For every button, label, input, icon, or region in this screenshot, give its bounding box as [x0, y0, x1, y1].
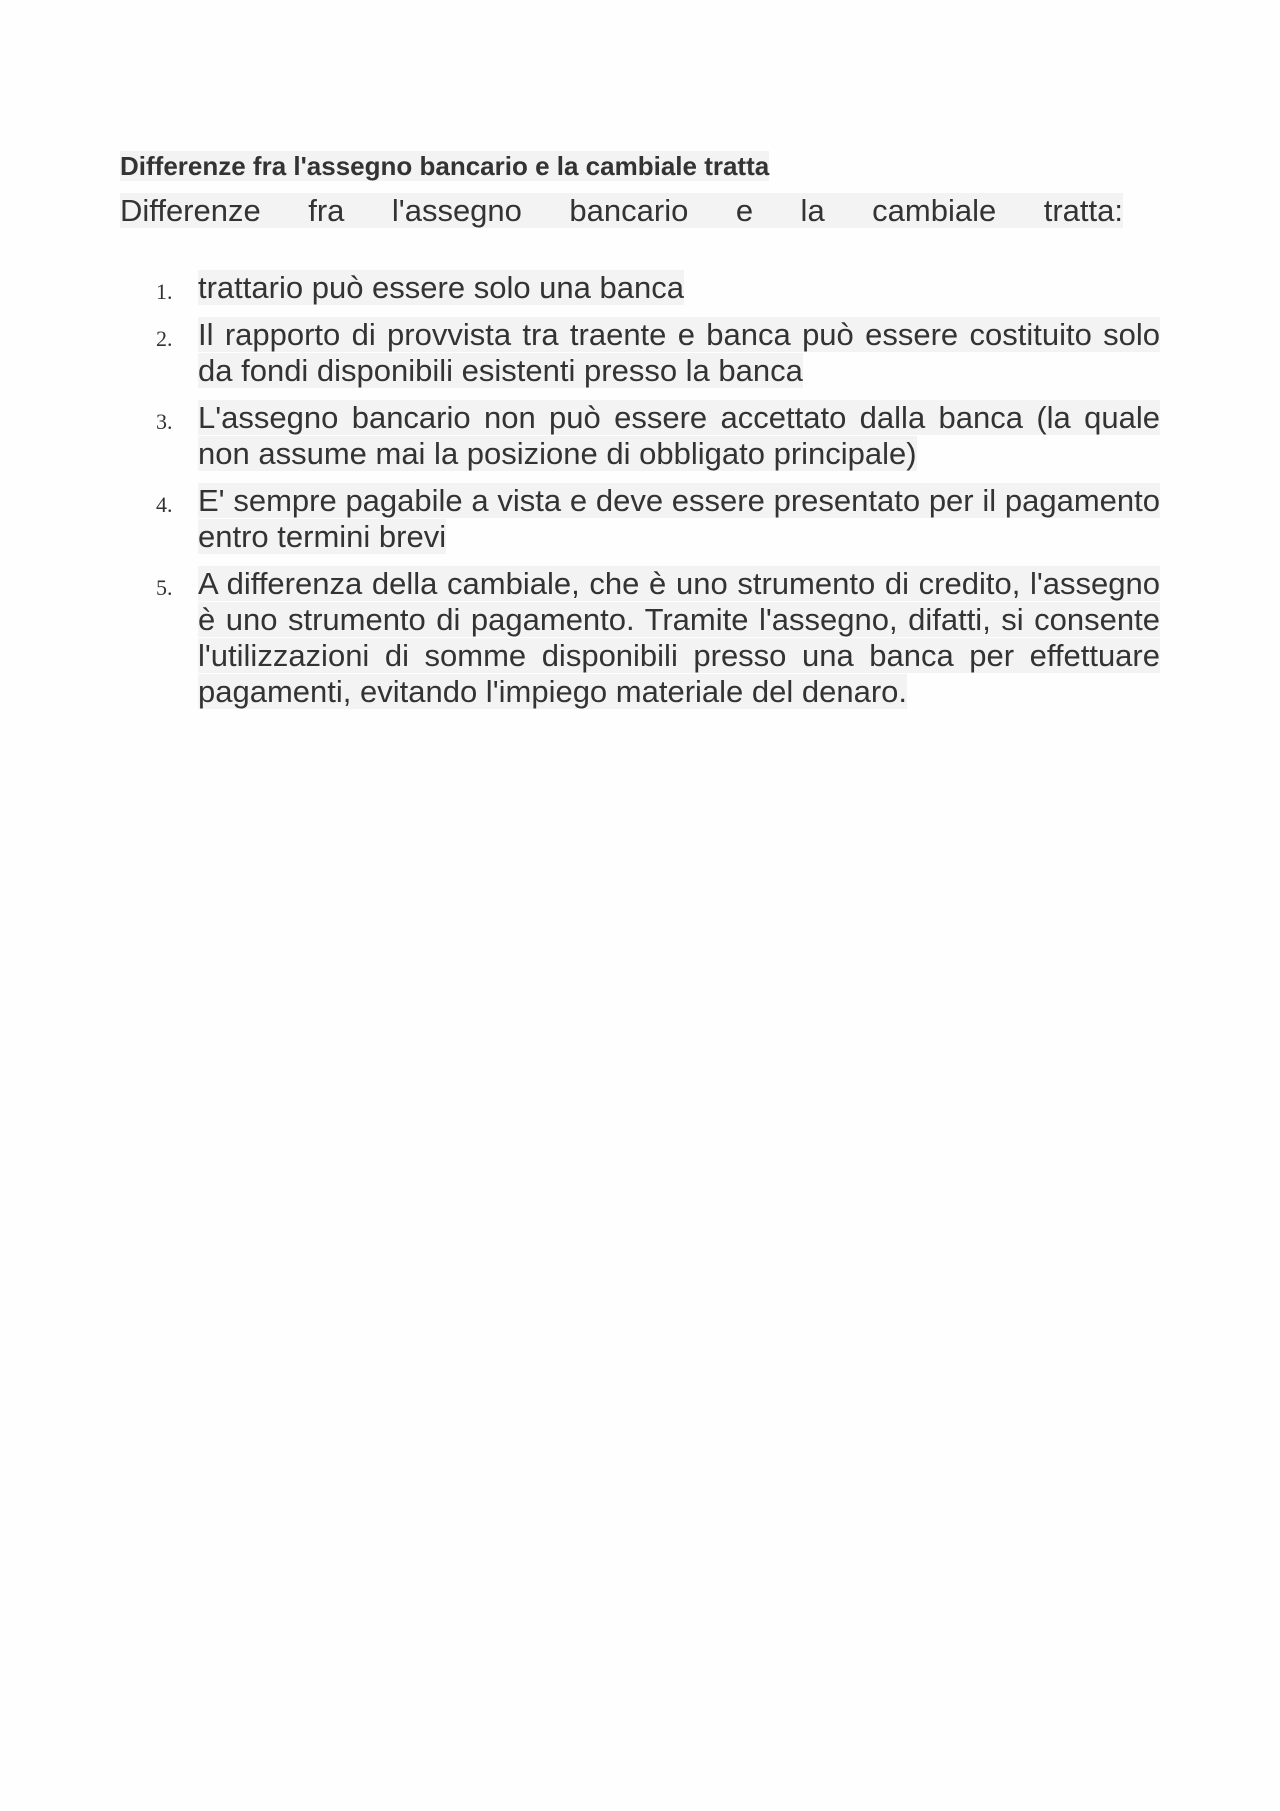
list-item-number: 1.: [156, 279, 173, 304]
list-item-text: [198, 566, 1160, 710]
list-item: [120, 400, 1160, 472]
list-item-text-content: A differenza della cambiale, che è uno strumento di credito, l'assegno è uno strumento di pagamento. Tramite l'assegno, difatti, si consente l'utilizzazioni di somme disponibili presso una banca per effettuare pagamenti, evitando l'impiego materiale del denaro.: [198, 566, 1160, 709]
list-item-text: [198, 317, 1160, 389]
list-item-text: [198, 483, 1160, 555]
list-item-number: 5.: [156, 575, 173, 600]
list-item: [120, 317, 1160, 389]
list-item-text-content: E' sempre pagabile a vista e deve essere presentato per il pagamento entro termini brevi: [198, 483, 1160, 554]
list-item: [120, 270, 1160, 306]
intro-text: Differenze fra l'assegno bancario e la cambiale tratta:: [120, 193, 1123, 228]
intro-paragraph: [120, 190, 1123, 232]
list-item: [120, 483, 1160, 555]
list-item-number: 3.: [156, 409, 173, 434]
differences-list: [120, 270, 1160, 710]
list-item-text: [198, 270, 1160, 306]
list-item-text-content: Il rapporto di provvista tra traente e banca può essere costituito solo da fondi disponibili esistenti presso la banca: [198, 317, 1160, 388]
list-item-text-content: L'assegno bancario non può essere accettato dalla banca (la quale non assume mai la posizione di obbligato principale): [198, 400, 1160, 471]
document-title-text: Differenze fra l'assegno bancario e la cambiale tratta: [120, 151, 770, 181]
document-content: [120, 148, 1160, 721]
list-item-text-content: trattario può essere solo una banca: [198, 270, 684, 305]
list-item: [120, 566, 1160, 710]
list-item-text: [198, 400, 1160, 472]
document-title: [120, 148, 1160, 184]
list-item-number: 2.: [156, 326, 173, 351]
list-item-number: 4.: [156, 492, 173, 517]
